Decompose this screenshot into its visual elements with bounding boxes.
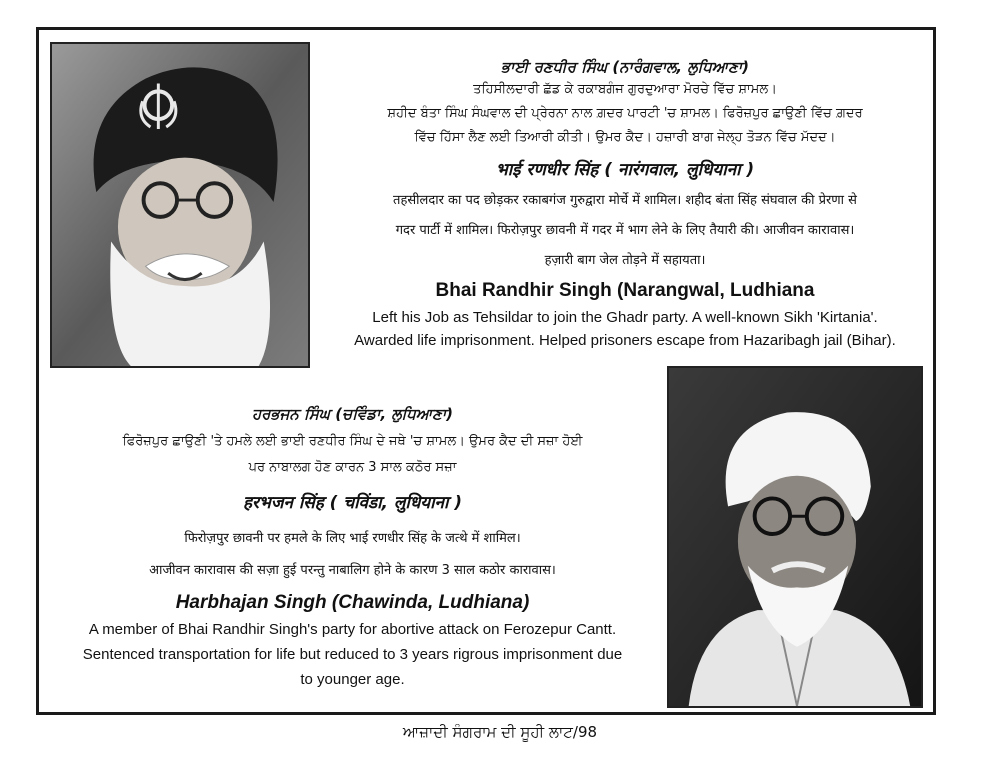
portrait-randhir-singh [50, 42, 310, 368]
page-footer: ਆਜ਼ਾਦੀ ਸੰਗਰਾਮ ਦੀ ਸੂਹੀ ਲਾਟ/98 [402, 723, 598, 741]
randhir-hindi-line-2: गदर पार्टी में शामिल। फिरोज़पुर छावनी में गदर में भाग लेने के लिए तैयारी की। आजीवन कारावास। [395, 223, 855, 238]
randhir-english-line-1: Left his Job as Tehsildar to join the Ghadr party. A well-known Sikh 'Kirtania'. [372, 309, 878, 326]
randhir-gurmukhi-line-3: ਵਿੱਚ ਹਿੱਸਾ ਲੈਣ ਲਈ ਤਿਆਰੀ ਕੀਤੀ। ਉਮਰ ਕੈਦ। ਹਜ਼ਾਰੀ ਬਾਗ ਜੇਲ੍ਹ ਤੋੜਨ ਵਿੱਚ ਮੱਦਦ। [414, 130, 836, 145]
harbhajan-english-line-2: Sentenced transportation for life but reduced to 3 years rigrous imprisonment due [82, 646, 623, 663]
harbhajan-english-line-3: to younger age. [300, 671, 405, 688]
randhir-english-line-2: Awarded life imprisonment. Helped prisoners escape from Hazaribagh jail (Bihar). [354, 332, 896, 349]
randhir-english-name: Bhai Randhir Singh (Narangwal, Ludhiana [435, 280, 815, 301]
harbhajan-hindi-line-2: आजीवन कारावास की सज़ा हुई परन्तु नाबालिग होने के कारण 3 साल कठोर कारावास। [149, 563, 556, 578]
harbhajan-gurmukhi-name: ਹਰਭਜਨ ਸਿੰਘ (ਚਵਿੰਡਾ, ਲੁਧਿਆਣਾ) [251, 405, 454, 423]
harbhajan-gurmukhi-line-1: ਫਿਰੋਜ਼ਪੁਰ ਛਾਉਣੀ 'ਤੇ ਹਮਲੇ ਲਈ ਭਾਈ ਰਣਧੀਰ ਸਿੰਘ ਦੇ ਜਥੇ 'ਚ ਸ਼ਾਮਲ। ਉਮਰ ਕੈਦ ਦੀ ਸਜ਼ਾ ਹੋਈ [122, 434, 583, 449]
randhir-hindi-line-3: हज़ारी बाग जेल तोड़ने में सहायता। [544, 253, 706, 268]
harbhajan-english-line-1: A member of Bhai Randhir Singh's party for abortive attack on Ferozepur Cantt. [88, 621, 617, 638]
harbhajan-hindi-name: हरभजन सिंह ( चविंडा, लुधियाना ) [242, 493, 463, 513]
randhir-hindi-name: भाई रणधीर सिंह ( नारंगवाल, लुधियाना ) [495, 160, 755, 180]
randhir-hindi-line-1: तहसीलदार का पद छोड़कर रकाबगंज गुरुद्वारा मोर्चे में शामिल। शहीद बंता सिंह संघवाल की प्रेरणा से [393, 193, 857, 208]
harbhajan-english-name: Harbhajan Singh (Chawinda, Ludhiana) [175, 592, 530, 613]
harbhajan-gurmukhi-line-2: ਪਰ ਨਾਬਾਲਗ ਹੋਣ ਕਾਰਨ 3 ਸਾਲ ਕਠੋਰ ਸਜ਼ਾ [248, 460, 457, 475]
portrait-harbhajan-singh [667, 366, 923, 708]
randhir-gurmukhi-line-1: ਤਹਿਸੀਲਦਾਰੀ ਛੱਡ ਕੇ ਰਕਾਬਗੰਜ ਗੁਰਦੁਆਰਾ ਮੋਰਚੇ ਵਿੱਚ ਸ਼ਾਮਲ। [473, 82, 777, 97]
harbhajan-hindi-line-1: फिरोज़पुर छावनी पर हमले के लिए भाई रणधीर सिंह के जत्थे में शामिल। [184, 531, 521, 546]
randhir-gurmukhi-name: ਭਾਈ ਰਣਧੀਰ ਸਿੰਘ (ਨਾਰੰਗਵਾਲ, ਲੁਧਿਆਣਾ) [500, 58, 750, 76]
randhir-gurmukhi-line-2: ਸ਼ਹੀਦ ਬੰਤਾ ਸਿੰਘ ਸੰਘਵਾਲ ਦੀ ਪ੍ਰੇਰਨਾ ਨਾਲ ਗ਼ਦਰ ਪਾਰਟੀ 'ਚ ਸ਼ਾਮਲ। ਫਿਰੋਜ਼ਪੁਰ ਛਾਉਣੀ ਵਿੱਚ ਗ਼ਦਰ [387, 106, 863, 121]
